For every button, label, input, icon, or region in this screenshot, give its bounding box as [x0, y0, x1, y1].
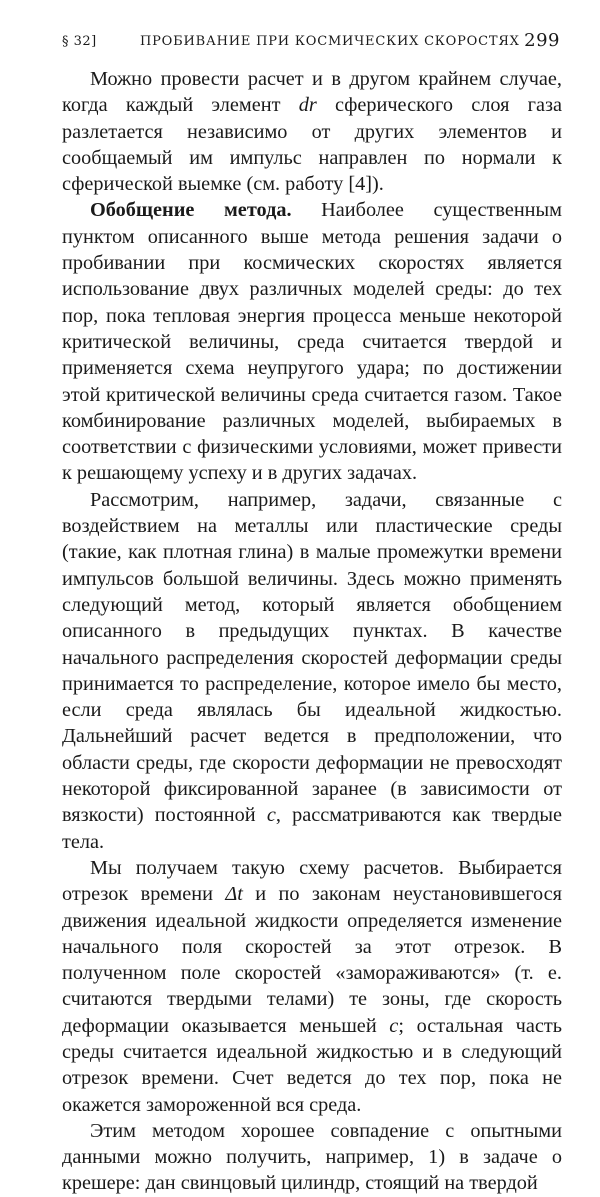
running-title: ПРОБИВАНИЕ ПРИ КОСМИЧЕСКИХ СКОРОСТЯХ: [140, 34, 520, 49]
text-run: Можно провести расчет и в другом крайнем случае, когда каждый элемент: [62, 68, 562, 117]
italic-symbol: dr: [298, 94, 317, 117]
text-run: Этим методом хорошее совпадение с опытными данными можно получить, например, 1) в задаче о крешере: дан свинцовый цилиндр, стоящий на твердой: [62, 1119, 562, 1195]
section-marker: § 32]: [62, 34, 97, 49]
italic-symbol: c: [266, 804, 276, 827]
text-run: Мы получаем такую схему расчетов. Выбирается отрезок времени: [62, 856, 562, 906]
page-number: 299: [524, 30, 560, 51]
italic-symbol: Δt: [225, 883, 243, 906]
text-run: , рассматриваются как твердые тела.: [62, 804, 562, 853]
text-run: и по законам неустановившегося движения идеальной жидкости определяется изменение начального поля скоростей за этот отрезок. В полученном поле скоростей «замораживаются» (т. е. считаются твердыми телами) те зоны, где скорость деформации оказывается меньшей: [62, 883, 562, 1037]
text-run: ; остальная часть среды считается идеальной жидкостью и в следующий отрезок времени. Счет ведется до тех пор, пока не окажется замороженной вся среда.: [62, 1014, 562, 1116]
paragraph: [62, 66, 562, 197]
text-run: Наиболее существенным пунктом описанного выше метода решения задачи о пробивании при космических скоростях является использование двух различных моделей среды: до тех пор, пока тепловая энергия процесса меньше некоторой критической величины, среда считается твердой и применяется схема неупругого удара; по достижении этой критической величины среда считается газом. Такое комбинирование различных моделей, выбираемых в соответствии с физическими условиями, может привести к решающему успеху и в других задачах.: [62, 199, 562, 485]
bold-heading: Обобщение метода.: [90, 199, 292, 222]
italic-symbol: c: [389, 1014, 399, 1037]
text-run: Рассмотрим, например, задачи, связанные с воздействием на металлы или пластические среды (такие, как плотная глина) в малые промежутки времени импульсов большой величины. Здесь можно применять следующий метод, который является обобщением описанного в предыдущих пунктах. В качестве начального распределения скоростей деформации среды принимается то распределение, которое имело бы место, если среда являлась бы идеальной жидкостью. Дальнейший расчет ведется в предположении, что области среды, где скорости деформации не превосходят некоторой фиксированной заранее (в зависимости от вязкости) постоянной: [62, 488, 562, 827]
body-text: [62, 66, 562, 1197]
text-run: сферического слоя газа разлетается независимо от других элементов и сообщаемый им импульс направлен по нормали к сферической выемке (см. работу [4]).: [62, 94, 562, 196]
running-header: [62, 30, 560, 54]
paragraph: [62, 487, 562, 855]
paragraph: [62, 1118, 562, 1197]
paragraph: [62, 197, 562, 486]
paragraph: [62, 855, 562, 1118]
